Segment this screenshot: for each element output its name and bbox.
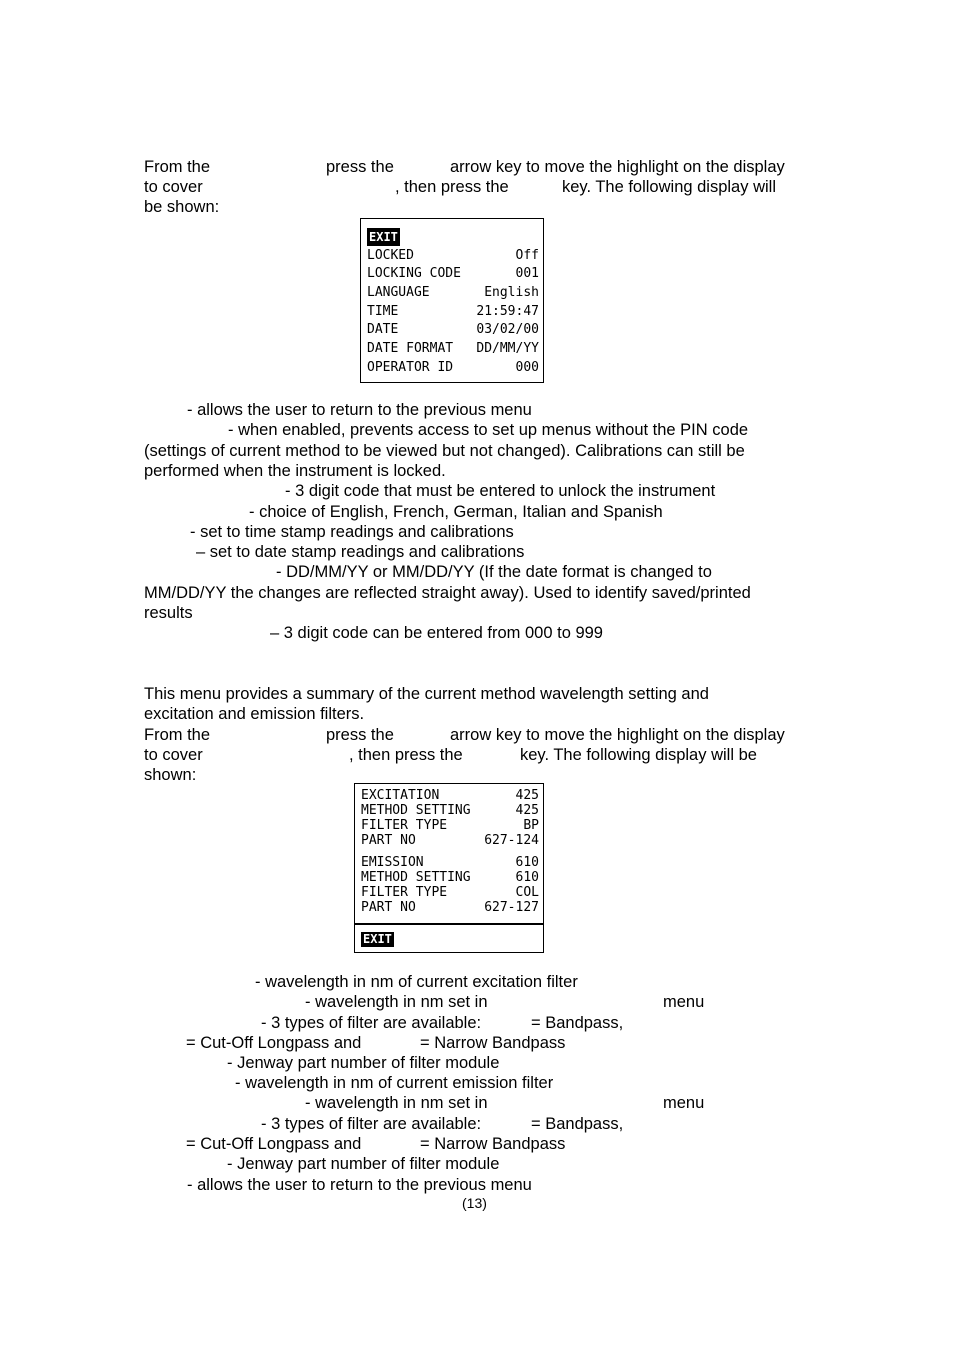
intro2-line1-press: press the (326, 726, 394, 744)
screen2-row-excitation (361, 788, 539, 803)
row-value: 610 (515, 870, 539, 885)
screen1-row-date-format (367, 340, 539, 358)
row-value: 21:59:47 (476, 304, 539, 319)
row-value: 610 (515, 855, 539, 870)
desc2-ex-method: - wavelength in nm set in (305, 993, 488, 1011)
screen2-row-ex-method (361, 803, 539, 818)
intro2-line2-key: key. The following display will be (520, 746, 757, 764)
intro1-line1-from: From the (144, 158, 211, 176)
row-value: DD/MM/YY (476, 341, 539, 356)
row-value: 627-124 (484, 833, 539, 848)
filter-summary-exit-bar (354, 924, 544, 953)
row-label: LOCKING CODE (367, 266, 461, 281)
desc1-locked: - when enabled, prevents access to set up menus without the PIN code (228, 421, 749, 439)
row-label: FILTER TYPE (361, 818, 448, 833)
desc2-ex-part: - Jenway part number of filter module (227, 1054, 500, 1072)
desc2-em-filter-bp: = Bandpass, (531, 1115, 624, 1133)
screen2-row-ex-part (361, 833, 539, 848)
desc2-ex-method-menu: menu (663, 993, 705, 1011)
desc1-language: - choice of English, French, German, Italian and Spanish (249, 503, 663, 521)
desc1-locked-cont2: performed when the instrument is locked. (144, 462, 446, 480)
screen1-row-date (367, 321, 539, 339)
screen1-exit-row (367, 228, 539, 246)
intro2-para1: This menu provides a summary of the current method wavelength setting and (144, 685, 709, 703)
screen2-row-em-part (361, 900, 539, 915)
intro1-line2-key: key. The following display will (562, 178, 776, 196)
desc1-time: - set to time stamp readings and calibrations (190, 523, 514, 541)
row-label: DATE (367, 322, 399, 337)
intro2-line2-cover: to cover (144, 746, 203, 764)
desc2-ex-filter: - 3 types of filter are available: (261, 1014, 482, 1032)
intro2-para2: excitation and emission filters. (144, 705, 365, 723)
screen1-row-time (367, 303, 539, 321)
desc1-locked-cont1: (settings of current method to be viewed but not changed). Calibrations can still be (144, 442, 745, 460)
row-value: Off (515, 248, 539, 263)
intro1-line2-cover: to cover (144, 178, 203, 196)
intro2-line2-then: , then press the (349, 746, 463, 764)
screen1-row-language (367, 284, 539, 302)
desc2-emission: - wavelength in nm of current emission filter (235, 1074, 554, 1092)
desc1-date-format-cont1: MM/DD/YY the changes are reflected straight away). Used to identify saved/printed (144, 584, 751, 602)
screen1-row-operator-id (367, 359, 539, 377)
row-label: LANGUAGE (367, 285, 430, 300)
row-label: OPERATOR ID (367, 360, 454, 375)
screen1-exit-highlight: EXIT (369, 230, 398, 244)
intro2-line3: shown: (144, 766, 197, 784)
page-number: (13) (462, 1195, 487, 1211)
screen1-row-locked (367, 247, 539, 265)
row-label: FILTER TYPE (361, 885, 448, 900)
row-label: METHOD SETTING (361, 870, 471, 885)
row-label: LOCKED (367, 248, 414, 263)
desc1-exit: - allows the user to return to the previous menu (187, 401, 532, 419)
row-label: PART NO (361, 833, 416, 848)
row-value: BP (523, 818, 539, 833)
row-value: 03/02/00 (476, 322, 539, 337)
row-label: METHOD SETTING (361, 803, 471, 818)
desc1-locking-code: - 3 digit code that must be entered to unlock the instrument (285, 482, 716, 500)
desc1-operator-id: – 3 digit code can be entered from 000 to 999 (270, 624, 603, 642)
desc2-exit: - allows the user to return to the previous menu (187, 1176, 532, 1194)
row-value: 001 (515, 266, 539, 281)
desc2-em-method-menu: menu (663, 1094, 705, 1112)
row-label: EXCITATION (361, 788, 440, 803)
screen2-row-em-method (361, 870, 539, 885)
desc2-em-filter-nb: = Narrow Bandpass (420, 1135, 566, 1153)
row-value: English (484, 285, 539, 300)
intro2-line1-from: From the (144, 726, 211, 744)
row-label: TIME (367, 304, 399, 319)
desc2-ex-filter-bp: = Bandpass, (531, 1014, 624, 1032)
row-label: PART NO (361, 900, 416, 915)
intro1-line3: be shown: (144, 198, 220, 216)
intro1-line1-press: press the (326, 158, 394, 176)
row-value: COL (515, 885, 539, 900)
row-value: 425 (515, 788, 539, 803)
desc2-em-filter: - 3 types of filter are available: (261, 1115, 482, 1133)
desc2-em-filter-col: = Cut-Off Longpass and (186, 1135, 362, 1153)
intro1-line1-arrow: arrow key to move the highlight on the display (450, 158, 785, 176)
screen2-row-em-filter (361, 885, 539, 900)
intro2-line1-arrow: arrow key to move the highlight on the display (450, 726, 785, 744)
filter-summary-display-screen (354, 783, 544, 924)
screen1-row-locking-code (367, 265, 539, 283)
screen2-row-ex-filter (361, 818, 539, 833)
desc1-date: – set to date stamp readings and calibrations (196, 543, 525, 561)
settings-display-screen (360, 218, 544, 383)
row-value: 425 (515, 803, 539, 818)
desc2-ex-filter-nb: = Narrow Bandpass (420, 1034, 566, 1052)
row-value: 627-127 (484, 900, 539, 915)
screen2-row-emission (361, 855, 539, 870)
desc2-excitation: - wavelength in nm of current excitation filter (255, 973, 578, 991)
desc1-date-format-cont2: results (144, 604, 193, 622)
desc2-em-part: - Jenway part number of filter module (227, 1155, 500, 1173)
row-label: DATE FORMAT (367, 341, 454, 356)
desc2-em-method: - wavelength in nm set in (305, 1094, 488, 1112)
screen2-exit-highlight: EXIT (363, 932, 392, 946)
screen2-exit-row (361, 932, 539, 947)
desc1-date-format: - DD/MM/YY or MM/DD/YY (If the date format is changed to (276, 563, 712, 581)
row-label: EMISSION (361, 855, 424, 870)
desc2-ex-filter-col: = Cut-Off Longpass and (186, 1034, 362, 1052)
row-value: 000 (515, 360, 539, 375)
intro1-line2-then: , then press the (395, 178, 509, 196)
